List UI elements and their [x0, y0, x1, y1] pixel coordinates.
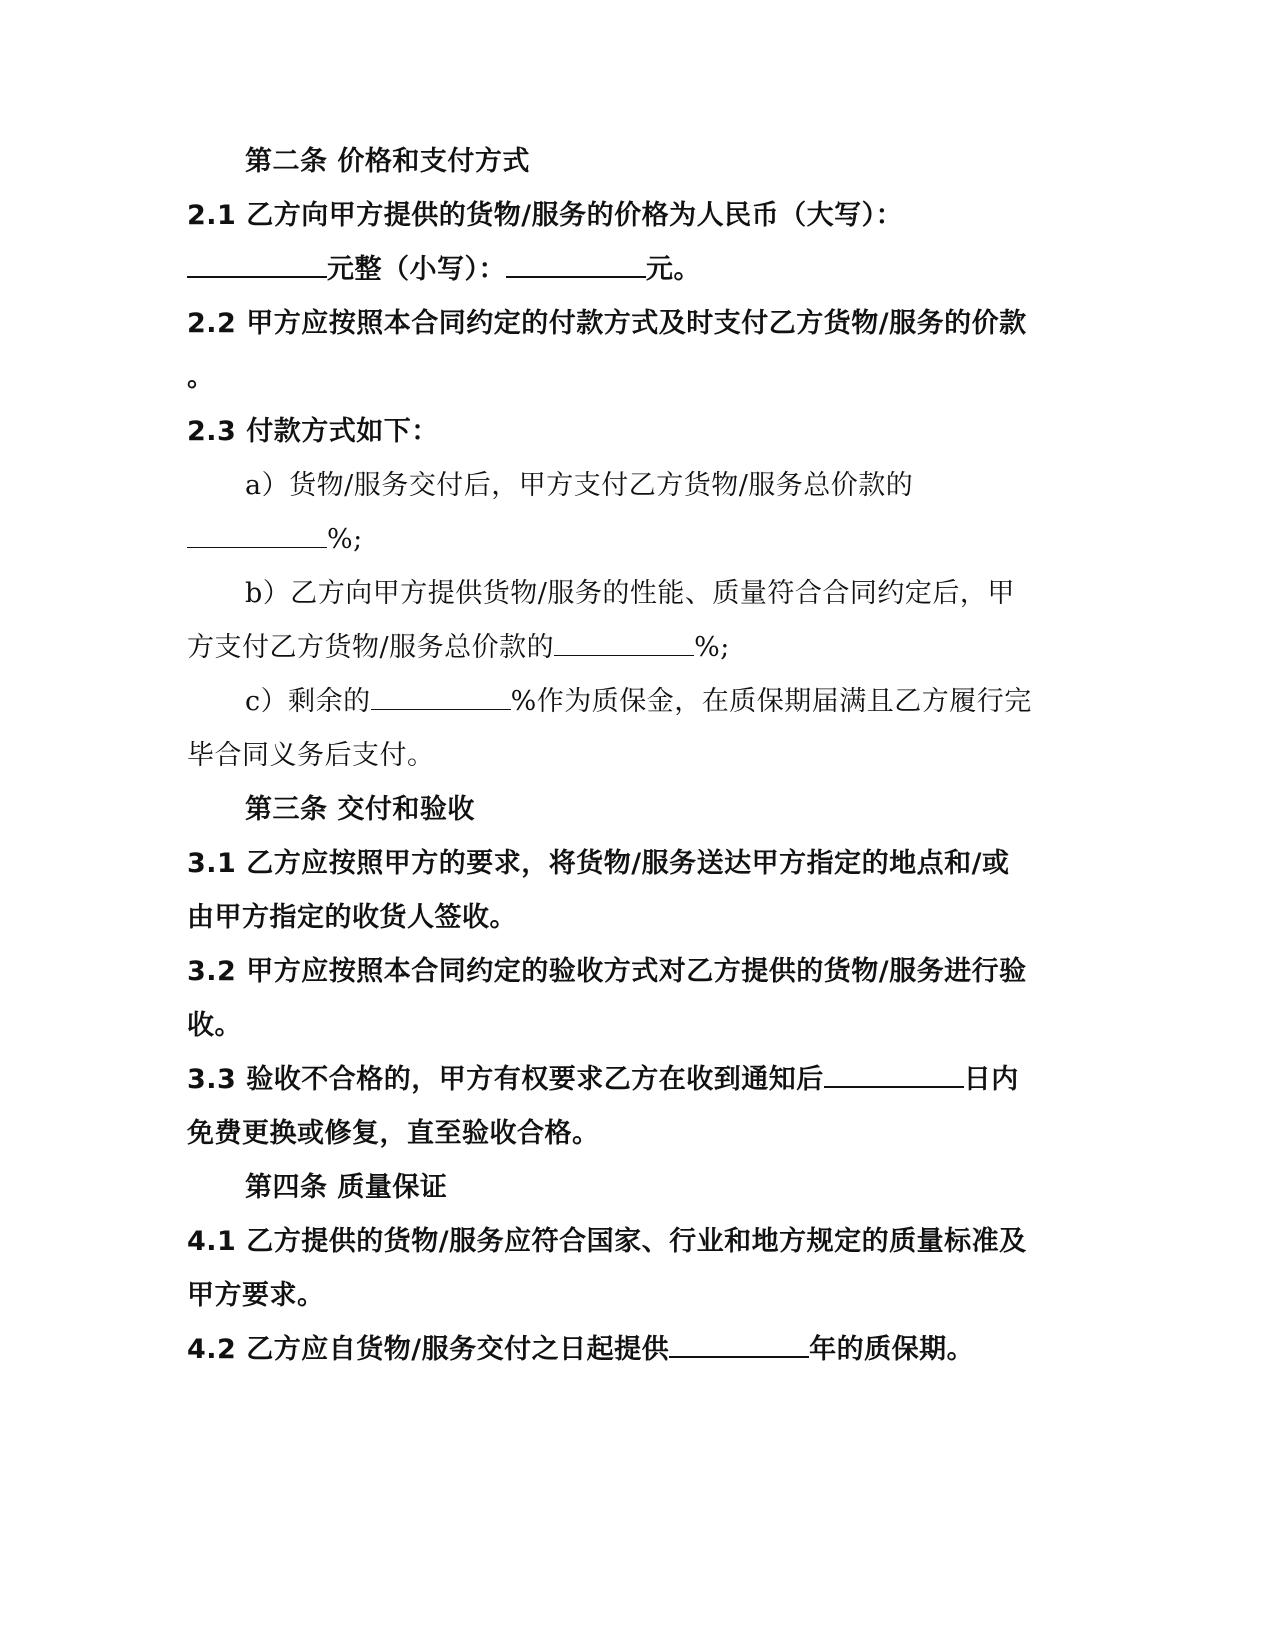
clause-4-1-line-1: 4.1 乙方提供的货物/服务应符合国家、行业和地方规定的质量标准及 [187, 1226, 1027, 1257]
clause-2-3: 2.3 付款方式如下： [187, 416, 439, 447]
blank-amount-uppercase [187, 250, 327, 278]
blank-amount-lowercase [506, 250, 646, 278]
blank-days [824, 1060, 964, 1088]
clause-3-1-line-2: 由甲方指定的收货人签收。 [187, 902, 517, 933]
clause-3-3-suffix: 日内 [963, 1064, 1019, 1095]
clause-3-3-line-2: 免费更换或修复，直至验收合格。 [187, 1118, 600, 1149]
clause-2-1-line-2 [187, 250, 701, 290]
item-c-line-1 [245, 682, 1032, 722]
clause-2-2-line-2: 。 [187, 362, 215, 393]
section-3-heading: 第三条 交付和验收 [245, 794, 475, 825]
item-a-line-1: a）货物/服务交付后，甲方支付乙方货物/服务总价款的 [245, 470, 914, 501]
blank-warranty-years [669, 1330, 809, 1358]
item-c-prefix: c）剩余的 [245, 686, 371, 717]
clause-3-2-line-2: 收。 [187, 1010, 242, 1041]
clause-3-2-line-1: 3.2 甲方应按照本合同约定的验收方式对乙方提供的货物/服务进行验 [187, 956, 1027, 987]
clause-4-1-line-2: 甲方要求。 [187, 1280, 325, 1311]
blank-percent-c [371, 683, 511, 710]
section-2-heading: 第二条 价格和支付方式 [245, 146, 530, 177]
clause-3-3-prefix: 3.3 验收不合格的，甲方有权要求乙方在收到通知后 [187, 1064, 824, 1095]
section-4-heading: 第四条 质量保证 [245, 1172, 448, 1203]
item-b-prefix: 方支付乙方货物/服务总价款的 [187, 632, 555, 663]
item-a-line-2 [187, 520, 363, 560]
item-a-suffix: %; [327, 524, 363, 555]
item-b-line-2 [187, 628, 730, 668]
clause-2-2-line-1: 2.2 甲方应按照本合同约定的付款方式及时支付乙方货物/服务的价款 [187, 308, 1027, 339]
blank-percent-a [187, 521, 327, 548]
item-c-line-2: 毕合同义务后支付。 [187, 740, 435, 771]
clause-2-1-line-1: 2.1 乙方向甲方提供的货物/服务的价格为人民币（大写）： [187, 200, 904, 231]
clause-4-2 [187, 1330, 974, 1370]
clause-2-1-text-a: 元整（小写）： [327, 254, 506, 285]
clause-4-2-suffix: 年的质保期。 [809, 1334, 975, 1365]
clause-3-3-line-1 [187, 1060, 1019, 1100]
clause-4-2-prefix: 4.2 乙方应自货物/服务交付之日起提供 [187, 1334, 670, 1365]
clause-3-1-line-1: 3.1 乙方应按照甲方的要求，将货物/服务送达甲方指定的地点和/或 [187, 848, 1010, 879]
item-c-suffix: %作为质保金，在质保期届满且乙方履行完 [510, 686, 1032, 717]
clause-2-1-text-b: 元。 [646, 254, 701, 285]
item-b-suffix: %; [694, 632, 730, 663]
blank-percent-b [554, 629, 694, 656]
item-b-line-1: b）乙方向甲方提供货物/服务的性能、质量符合合同约定后，甲 [245, 578, 1015, 609]
